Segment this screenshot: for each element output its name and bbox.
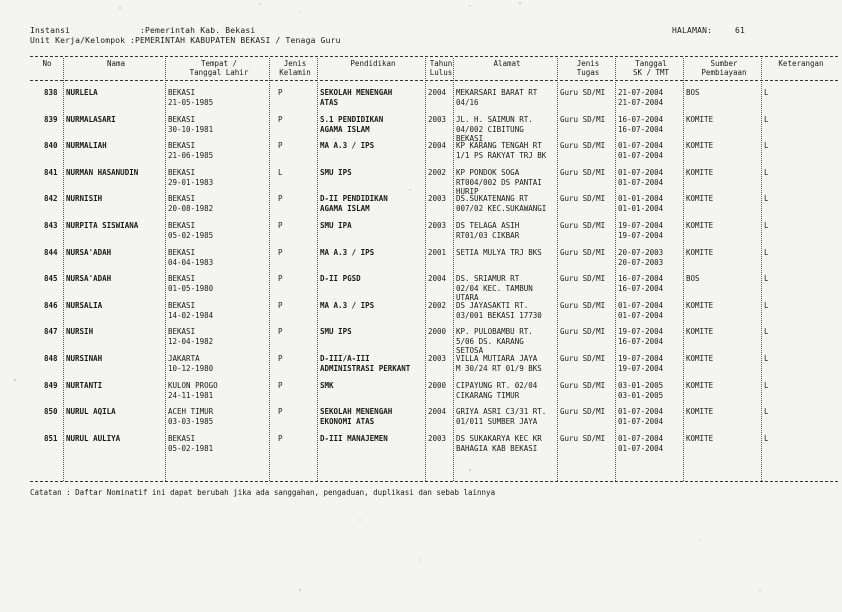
address-line3: UTARA bbox=[456, 293, 479, 303]
teacher-name: NURPITA SISWIANA bbox=[66, 221, 139, 230]
remarks: L bbox=[764, 354, 769, 363]
teacher-name: NURSIH bbox=[66, 327, 94, 337]
tmt-date: 16-07-2004 bbox=[618, 124, 664, 134]
sk-date: 19-07-2004 bbox=[618, 221, 664, 230]
halaman-label: HALAMAN: bbox=[672, 26, 713, 35]
gender: P bbox=[278, 114, 283, 124]
teacher-name: NURUL AULIYA bbox=[66, 433, 121, 443]
tmt-date: 03-01-2005 bbox=[618, 390, 664, 400]
education-detail: ATAS bbox=[320, 98, 339, 107]
birth-date: 05-02-1981 bbox=[168, 443, 214, 453]
address-line2: 02/04 KEC. TAMBUN bbox=[456, 284, 533, 294]
tmt-date: 01-07-2004 bbox=[618, 443, 664, 453]
sk-date: 01-07-2004 bbox=[618, 141, 664, 151]
column-header-tempat-sub: Tanggal Lahir bbox=[189, 68, 249, 77]
funding-source: KOMITE bbox=[686, 327, 714, 337]
column-header-tempat: Tempat / bbox=[200, 59, 238, 68]
address: JL. H. SAIMUN RT. bbox=[456, 114, 533, 124]
address: SETIA MULYA TRJ BKS bbox=[456, 247, 542, 257]
birth-date: 24-11-1981 bbox=[168, 390, 214, 400]
sk-date: 16-07-2004 bbox=[618, 274, 664, 284]
address-line2: 03/001 BEKASI 17730 bbox=[456, 310, 542, 320]
column-header-jenis-tugas: Jenis bbox=[576, 59, 600, 68]
address: DS TELAGA ASIH bbox=[456, 221, 520, 230]
teacher-name: NURLELA bbox=[66, 88, 98, 97]
job-type: Guru SD/MI bbox=[560, 247, 606, 257]
gender: P bbox=[278, 300, 283, 310]
graduation-year: 2002 bbox=[428, 167, 447, 177]
funding-source: KOMITE bbox=[686, 354, 714, 363]
graduation-year: 2003 bbox=[428, 221, 447, 230]
gender: P bbox=[278, 141, 283, 151]
gender: P bbox=[278, 354, 283, 363]
birth-date: 05-02-1985 bbox=[168, 231, 214, 240]
job-type: Guru SD/MI bbox=[560, 327, 606, 337]
birth-place: BEKASI bbox=[168, 114, 196, 124]
education: D-II PGSD bbox=[320, 274, 361, 284]
tmt-date: 21-07-2004 bbox=[618, 98, 664, 107]
sk-date: 01-01-2004 bbox=[618, 194, 664, 204]
education: D-III MANAJEMEN bbox=[320, 433, 388, 443]
birth-place: BEKASI bbox=[168, 327, 196, 337]
address: KP PONDOK SOGA bbox=[456, 167, 520, 177]
address: DS JAYASAKTI RT. bbox=[456, 300, 529, 310]
birth-date: 10-12-1980 bbox=[168, 364, 214, 373]
sk-date: 19-07-2004 bbox=[618, 327, 664, 337]
birth-place: BEKASI bbox=[168, 300, 196, 310]
funding-source: KOMITE bbox=[686, 407, 714, 417]
graduation-year: 2004 bbox=[428, 88, 447, 97]
education-detail: AGAMA ISLAM bbox=[320, 124, 370, 134]
address-line3: BEKASI bbox=[456, 133, 484, 143]
unit-kerja-value: :PEMERINTAH KABUPATEN BEKASI / Tenaga Guru bbox=[130, 36, 341, 45]
birth-date: 14-02-1984 bbox=[168, 310, 214, 320]
address-line2: 04/002 CIBITUNG bbox=[456, 124, 524, 134]
gender: P bbox=[278, 194, 283, 204]
row-number: 844 bbox=[44, 247, 58, 257]
job-type: Guru SD/MI bbox=[560, 194, 606, 204]
row-number: 849 bbox=[44, 380, 58, 390]
tmt-date: 01-07-2004 bbox=[618, 151, 664, 161]
gender: P bbox=[278, 433, 283, 443]
column-header-tahun-lulus: Tahun bbox=[429, 59, 453, 68]
address: KP KARANG TENGAH RT bbox=[456, 141, 542, 151]
row-number: 841 bbox=[44, 167, 58, 177]
birth-date: 30-10-1981 bbox=[168, 124, 214, 134]
graduation-year: 2003 bbox=[428, 194, 447, 204]
funding-source: KOMITE bbox=[686, 167, 714, 177]
funding-source: KOMITE bbox=[686, 380, 714, 390]
education-detail: ADMINISTRASI PERKANT bbox=[320, 364, 411, 373]
remarks: L bbox=[764, 88, 769, 97]
sk-date: 01-07-2004 bbox=[618, 433, 664, 443]
birth-date: 12-04-1982 bbox=[168, 337, 214, 347]
remarks: L bbox=[764, 380, 769, 390]
gender: P bbox=[278, 380, 283, 390]
teacher-name: NURUL AQILA bbox=[66, 407, 116, 417]
job-type: Guru SD/MI bbox=[560, 221, 606, 230]
row-number: 839 bbox=[44, 114, 58, 124]
birth-place: JAKARTA bbox=[168, 354, 200, 363]
birth-place: ACEH TIMUR bbox=[168, 407, 214, 417]
tmt-date: 16-07-2004 bbox=[618, 284, 664, 294]
graduation-year: 2002 bbox=[428, 300, 447, 310]
funding-source: KOMITE bbox=[686, 433, 714, 443]
address-line2: 007/02 KEC.SUKAWANGI bbox=[456, 204, 547, 214]
table-top-rule bbox=[30, 56, 838, 57]
birth-date: 01-05-1980 bbox=[168, 284, 214, 294]
column-header-tanggal-sk-sub: SK / TMT bbox=[632, 68, 670, 77]
funding-source: BOS bbox=[686, 88, 700, 97]
funding-source: KOMITE bbox=[686, 247, 714, 257]
education: SMU IPS bbox=[320, 167, 352, 177]
job-type: Guru SD/MI bbox=[560, 380, 606, 390]
teacher-name: NURSINAH bbox=[66, 354, 103, 363]
funding-source: KOMITE bbox=[686, 194, 714, 204]
education: SMU IPS bbox=[320, 327, 352, 337]
birth-date: 21-06-1985 bbox=[168, 151, 214, 161]
remarks: L bbox=[764, 433, 769, 443]
graduation-year: 2004 bbox=[428, 407, 447, 417]
birth-date: 29-01-1983 bbox=[168, 177, 214, 187]
birth-place: BEKASI bbox=[168, 247, 196, 257]
sk-date: 01-07-2004 bbox=[618, 407, 664, 417]
teacher-name: NURTANTI bbox=[66, 380, 103, 390]
address-line2: RT004/002 DS PANTAI bbox=[456, 177, 542, 187]
row-number: 842 bbox=[44, 194, 58, 204]
address-line2: RT01/03 CIKBAR bbox=[456, 231, 520, 240]
column-header-jenis-kelamin: Jenis bbox=[283, 59, 307, 68]
tmt-date: 16-07-2004 bbox=[618, 337, 664, 347]
gender: P bbox=[278, 407, 283, 417]
education: SMK bbox=[320, 380, 334, 390]
column-header-sumber-pembiayaan: Sumber bbox=[710, 59, 738, 68]
address: DS.SUKATENANG RT bbox=[456, 194, 529, 204]
column-header-pendidikan: Pendidikan bbox=[350, 59, 396, 68]
tmt-date: 01-07-2004 bbox=[618, 177, 664, 187]
row-number: 840 bbox=[44, 141, 58, 151]
address-line3: SETOSA bbox=[456, 346, 484, 356]
address-line2: M 30/24 RT 01/9 BKS bbox=[456, 364, 542, 373]
instansi-value: :Pemerintah Kab. Bekasi bbox=[140, 26, 256, 35]
address: DS. SRIAMUR RT bbox=[456, 274, 520, 284]
funding-source: KOMITE bbox=[686, 141, 714, 151]
birth-date: 20-08-1982 bbox=[168, 204, 214, 214]
gender: P bbox=[278, 88, 283, 97]
education: SEKOLAH MENENGAH bbox=[320, 407, 393, 417]
education: MA A.3 / IPS bbox=[320, 300, 375, 310]
remarks: L bbox=[764, 327, 769, 337]
birth-place: KULON PROGO bbox=[168, 380, 218, 390]
column-header-tanggal-sk: Tanggal bbox=[635, 59, 667, 68]
education: SMU IPA bbox=[320, 221, 352, 230]
graduation-year: 2000 bbox=[428, 327, 447, 337]
table-header-rule bbox=[30, 80, 838, 81]
column-header-jenis-kelamin-sub: Kelamin bbox=[279, 68, 311, 77]
halaman-number: 61 bbox=[735, 26, 746, 35]
column-divider bbox=[317, 58, 318, 481]
tmt-date: 01-07-2004 bbox=[618, 417, 664, 427]
education-detail: AGAMA ISLAM bbox=[320, 204, 370, 214]
address-line3: HURIP bbox=[456, 186, 479, 196]
teacher-name: NURSALIA bbox=[66, 300, 103, 310]
graduation-year: 2004 bbox=[428, 141, 447, 151]
row-number: 850 bbox=[44, 407, 58, 417]
row-number: 845 bbox=[44, 274, 58, 284]
sk-date: 21-07-2004 bbox=[618, 88, 664, 97]
birth-place: BEKASI bbox=[168, 141, 196, 151]
column-header-jenis-tugas-sub: Tugas bbox=[576, 68, 600, 77]
column-header-keterangan: Keterangan bbox=[778, 59, 824, 68]
gender: P bbox=[278, 221, 283, 230]
address: VILLA MUTIARA JAYA bbox=[456, 354, 538, 363]
remarks: L bbox=[764, 167, 769, 177]
sk-date: 03-01-2005 bbox=[618, 380, 664, 390]
birth-place: BEKASI bbox=[168, 194, 196, 204]
teacher-name: NURSA'ADAH bbox=[66, 247, 112, 257]
birth-date: 21-05-1985 bbox=[168, 98, 214, 107]
remarks: L bbox=[764, 274, 769, 284]
job-type: Guru SD/MI bbox=[560, 407, 606, 417]
tmt-date: 19-07-2004 bbox=[618, 364, 664, 373]
remarks: L bbox=[764, 114, 769, 124]
address: DS SUKAKARYA KEC KR bbox=[456, 433, 542, 443]
row-number: 846 bbox=[44, 300, 58, 310]
remarks: L bbox=[764, 247, 769, 257]
remarks: L bbox=[764, 300, 769, 310]
education: D-III/A-III bbox=[320, 354, 370, 363]
teacher-name: NURMALIAH bbox=[66, 141, 107, 151]
remarks: L bbox=[764, 221, 769, 230]
row-number: 847 bbox=[44, 327, 58, 337]
unit-kerja-label: Unit Kerja/Kelompok bbox=[30, 36, 126, 45]
tmt-date: 19-07-2004 bbox=[618, 231, 664, 240]
job-type: Guru SD/MI bbox=[560, 354, 606, 363]
job-type: Guru SD/MI bbox=[560, 300, 606, 310]
graduation-year: 2004 bbox=[428, 274, 447, 284]
instansi-label: Instansi bbox=[30, 26, 71, 35]
education: SEKOLAH MENENGAH bbox=[320, 88, 393, 97]
birth-place: BEKASI bbox=[168, 433, 196, 443]
sk-date: 01-07-2004 bbox=[618, 300, 664, 310]
gender: P bbox=[278, 274, 283, 284]
graduation-year: 2000 bbox=[428, 380, 447, 390]
teacher-name: NURMAN HASANUDIN bbox=[66, 167, 139, 177]
column-header-nama: Nama bbox=[106, 59, 126, 68]
funding-source: KOMITE bbox=[686, 114, 714, 124]
row-number: 843 bbox=[44, 221, 58, 230]
address-line2: 01/011 SUMBER JAYA bbox=[456, 417, 538, 427]
address-line2: CIKARANG TIMUR bbox=[456, 390, 520, 400]
table-bottom-rule bbox=[30, 481, 838, 482]
sk-date: 19-07-2004 bbox=[618, 354, 664, 363]
address-line2: 04/16 bbox=[456, 98, 479, 107]
job-type: Guru SD/MI bbox=[560, 114, 606, 124]
education: MA A.3 / IPS bbox=[320, 247, 375, 257]
graduation-year: 2003 bbox=[428, 114, 447, 124]
job-type: Guru SD/MI bbox=[560, 167, 606, 177]
teacher-name: NURSA'ADAH bbox=[66, 274, 112, 284]
column-header-tahun-lulus-sub: Lulus bbox=[429, 68, 453, 77]
address-line2: 1/1 PS RAKYAT TRJ BK bbox=[456, 151, 547, 161]
footer-note: Catatan : Daftar Nominatif ini dapat berubah jika ada sanggahan, pengaduan, duplikasi dan sebab lainnya bbox=[30, 488, 496, 497]
address: KP. PULOBAMBU RT. bbox=[456, 327, 533, 337]
birth-place: BEKASI bbox=[168, 274, 196, 284]
address: MEKARSARI BARAT RT bbox=[456, 88, 538, 97]
remarks: L bbox=[764, 194, 769, 204]
graduation-year: 2001 bbox=[428, 247, 447, 257]
gender: P bbox=[278, 327, 283, 337]
column-header-alamat: Alamat bbox=[493, 59, 521, 68]
tmt-date: 01-07-2004 bbox=[618, 310, 664, 320]
job-type: Guru SD/MI bbox=[560, 433, 606, 443]
address-line2: 5/06 DS. KARANG bbox=[456, 337, 524, 347]
birth-date: 04-04-1983 bbox=[168, 257, 214, 267]
sk-date: 01-07-2004 bbox=[618, 167, 664, 177]
remarks: L bbox=[764, 141, 769, 151]
sk-date: 20-07-2003 bbox=[618, 247, 664, 257]
funding-source: BOS bbox=[686, 274, 700, 284]
remarks: L bbox=[764, 407, 769, 417]
job-type: Guru SD/MI bbox=[560, 88, 606, 97]
job-type: Guru SD/MI bbox=[560, 141, 606, 151]
education: MA A.3 / IPS bbox=[320, 141, 375, 151]
gender: L bbox=[278, 167, 283, 177]
education: D-II PENDIDIKAN bbox=[320, 194, 388, 204]
address: GRIYA ASRI C3/31 RT. bbox=[456, 407, 547, 417]
column-header-sumber-pembiayaan-sub: Pembiayaan bbox=[701, 68, 747, 77]
funding-source: KOMITE bbox=[686, 300, 714, 310]
graduation-year: 2003 bbox=[428, 433, 447, 443]
sk-date: 16-07-2004 bbox=[618, 114, 664, 124]
birth-date: 03-03-1985 bbox=[168, 417, 214, 427]
gender: P bbox=[278, 247, 283, 257]
graduation-year: 2003 bbox=[428, 354, 447, 363]
teacher-name: NURNISIH bbox=[66, 194, 103, 204]
birth-place: BEKASI bbox=[168, 88, 196, 97]
teacher-name: NURMALASARI bbox=[66, 114, 116, 124]
birth-place: BEKASI bbox=[168, 167, 196, 177]
funding-source: KOMITE bbox=[686, 221, 714, 230]
address-line2: BAHAGIA KAB BEKASI bbox=[456, 443, 538, 453]
tmt-date: 01-01-2004 bbox=[618, 204, 664, 214]
tmt-date: 20-07-2003 bbox=[618, 257, 664, 267]
job-type: Guru SD/MI bbox=[560, 274, 606, 284]
birth-place: BEKASI bbox=[168, 221, 196, 230]
education: S.1 PENDIDIKAN bbox=[320, 114, 384, 124]
column-header-no: No bbox=[42, 59, 52, 68]
row-number: 848 bbox=[44, 354, 58, 363]
address: CIPAYUNG RT. 02/04 bbox=[456, 380, 538, 390]
row-number: 838 bbox=[44, 88, 58, 97]
row-number: 851 bbox=[44, 433, 58, 443]
education-detail: EKONOMI ATAS bbox=[320, 417, 375, 427]
